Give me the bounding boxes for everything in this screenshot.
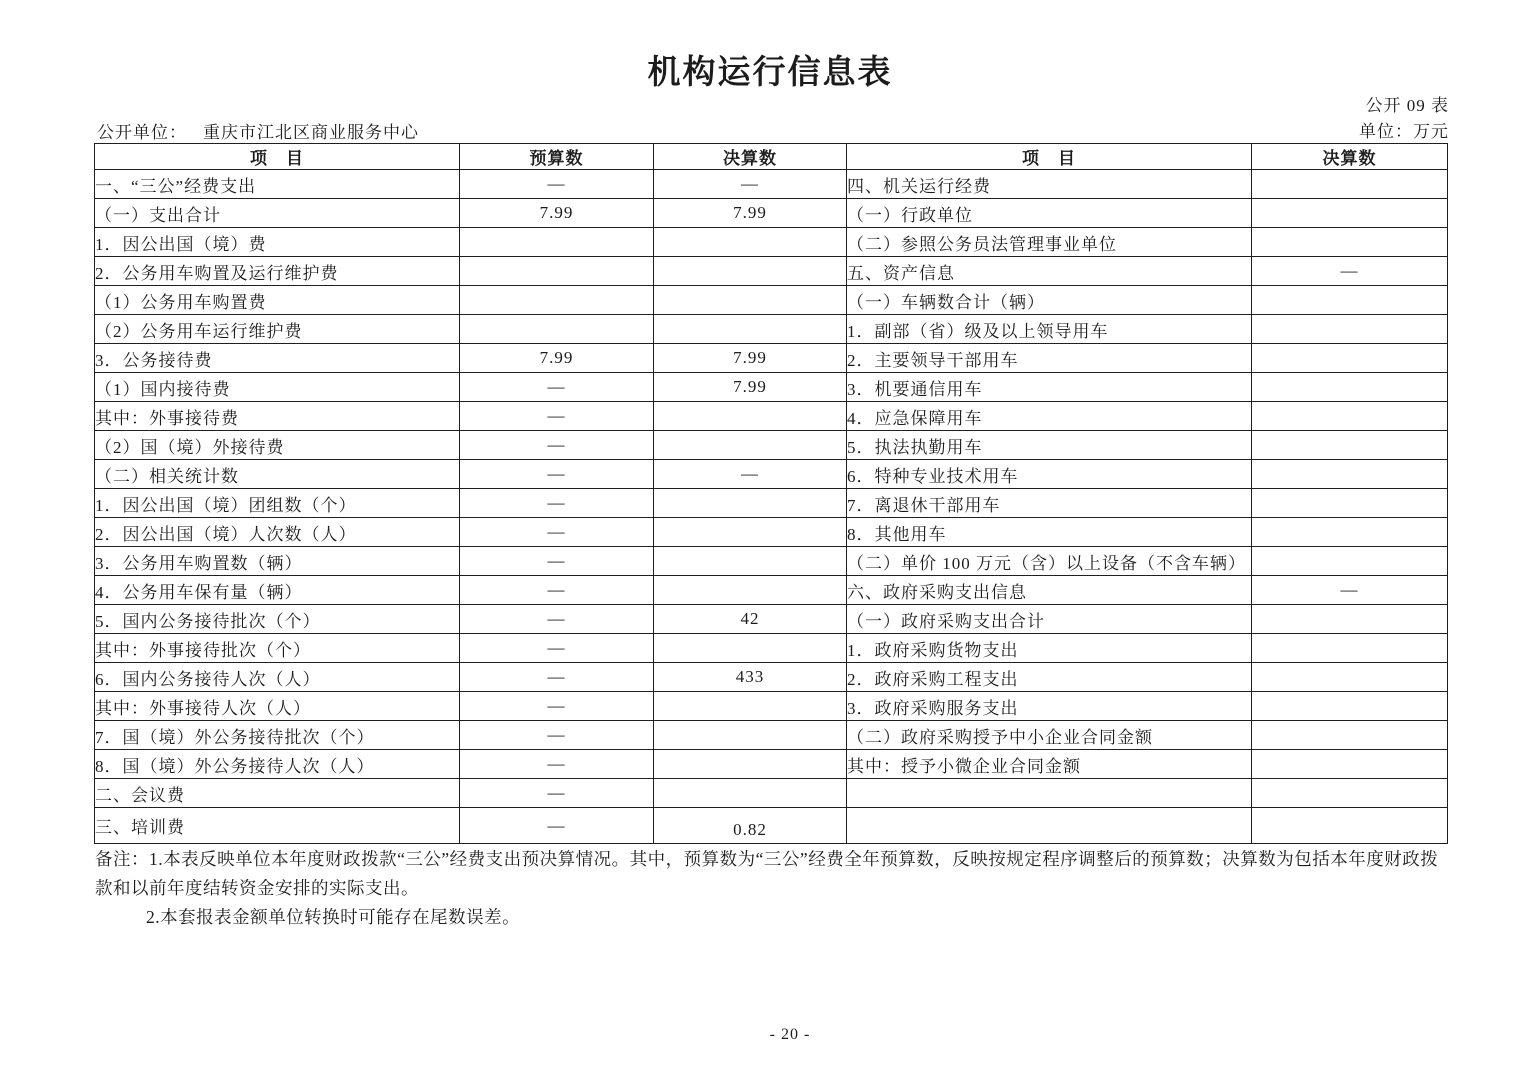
final-cell-right — [1252, 402, 1448, 431]
final-cell-right — [1252, 750, 1448, 779]
final-cell-left — [654, 518, 847, 547]
item-cell-right: 1．政府采购货物支出 — [847, 634, 1252, 663]
budget-cell: — — [460, 489, 654, 518]
item-cell-left: 6．国内公务接待人次（人） — [95, 663, 460, 692]
item-cell-left: 2．公务用车购置及运行维护费 — [95, 257, 460, 286]
final-cell-left — [654, 779, 847, 808]
final-cell-left — [654, 547, 847, 576]
publisher-line — [97, 118, 419, 143]
final-cell-right: — — [1252, 576, 1448, 605]
item-cell-right: 5．执法执勤用车 — [847, 431, 1252, 460]
item-cell-right: 2．主要领导干部用车 — [847, 344, 1252, 373]
final-cell-left: 433 — [654, 663, 847, 692]
item-cell-right: 其中：授予小微企业合同金额 — [847, 750, 1252, 779]
item-cell-left: （二）相关统计数 — [95, 460, 460, 489]
item-cell-right: 五、资产信息 — [847, 257, 1252, 286]
table-row — [95, 344, 1448, 373]
final-cell-right — [1252, 721, 1448, 750]
item-cell-right: 2．政府采购工程支出 — [847, 663, 1252, 692]
item-cell-left: （1）国内接待费 — [95, 373, 460, 402]
item-cell-left: 其中：外事接待费 — [95, 402, 460, 431]
budget-cell: — — [460, 402, 654, 431]
final-cell-right — [1252, 373, 1448, 402]
table-row — [95, 460, 1448, 489]
item-cell-left: 其中：外事接待人次（人） — [95, 692, 460, 721]
publisher-label: 公开单位： — [97, 123, 187, 142]
final-cell-left: — — [654, 460, 847, 489]
item-cell-right: （一）政府采购支出合计 — [847, 605, 1252, 634]
budget-cell: 7.99 — [460, 344, 654, 373]
table-row — [95, 286, 1448, 315]
item-cell-left: 其中：外事接待批次（个） — [95, 634, 460, 663]
table-row — [95, 808, 1448, 844]
publisher-name: 重庆市江北区商业服务中心 — [203, 123, 419, 142]
budget-cell: — — [460, 460, 654, 489]
item-cell-right: 六、政府采购支出信息 — [847, 576, 1252, 605]
money-unit-label: 单位：万元 — [1359, 122, 1449, 141]
item-cell-right: 7．离退休干部用车 — [847, 489, 1252, 518]
final-cell-right — [1252, 170, 1448, 199]
item-cell-right — [847, 808, 1252, 844]
final-cell-right — [1252, 199, 1448, 228]
notes-block — [95, 845, 1455, 932]
item-cell-left: 2．因公出国（境）人次数（人） — [95, 518, 460, 547]
budget-cell: — — [460, 170, 654, 199]
table-row — [95, 402, 1448, 431]
item-cell-left: 1．因公出国（境）费 — [95, 228, 460, 257]
table-row — [95, 257, 1448, 286]
page-number: - 20 - — [769, 1026, 811, 1043]
budget-cell — [460, 286, 654, 315]
final-cell-left — [654, 750, 847, 779]
final-cell-left — [654, 489, 847, 518]
final-cell-left — [654, 634, 847, 663]
table-row — [95, 663, 1448, 692]
budget-cell — [460, 315, 654, 344]
final-cell-left — [654, 402, 847, 431]
item-cell-right: （一）行政单位 — [847, 199, 1252, 228]
final-cell-left — [654, 257, 847, 286]
final-cell-right — [1252, 460, 1448, 489]
table-row — [95, 315, 1448, 344]
final-cell-left — [654, 286, 847, 315]
table-row — [95, 779, 1448, 808]
note-line: 款和以前年度结转资金安排的实际支出。 — [95, 878, 419, 898]
budget-cell: — — [460, 576, 654, 605]
budget-cell: — — [460, 634, 654, 663]
item-cell-right: 3．政府采购服务支出 — [847, 692, 1252, 721]
table-row — [95, 199, 1448, 228]
table-row — [95, 547, 1448, 576]
budget-cell: — — [460, 808, 654, 844]
final-cell-right — [1252, 663, 1448, 692]
item-cell-left: 一、“三公”经费支出 — [95, 170, 460, 199]
budget-cell: — — [460, 721, 654, 750]
item-cell-left: 三、培训费 — [95, 808, 460, 844]
final-cell-left: 42 — [654, 605, 847, 634]
final-cell-left: 0.82 — [654, 808, 847, 844]
item-cell-left: 8．国（境）外公务接待人次（人） — [95, 750, 460, 779]
item-cell-left: 4．公务用车保有量（辆） — [95, 576, 460, 605]
final-cell-left — [654, 721, 847, 750]
item-cell-left: 1．因公出国（境）团组数（个） — [95, 489, 460, 518]
table-row — [95, 170, 1448, 199]
final-cell-right — [1252, 692, 1448, 721]
budget-cell: — — [460, 750, 654, 779]
item-cell-left: 3．公务用车购置数（辆） — [95, 547, 460, 576]
table-row — [95, 692, 1448, 721]
table-row — [95, 750, 1448, 779]
item-cell-right: 4．应急保障用车 — [847, 402, 1252, 431]
final-cell-right — [1252, 315, 1448, 344]
final-cell-left — [654, 315, 847, 344]
table-code: 公开 09 表 — [1365, 96, 1449, 115]
item-cell-right — [847, 779, 1252, 808]
table-row — [95, 721, 1448, 750]
final-cell-left — [654, 431, 847, 460]
header-item-left: 项 目 — [95, 144, 460, 170]
final-cell-left: 7.99 — [654, 373, 847, 402]
item-cell-left: 二、会议费 — [95, 779, 460, 808]
header-item-right: 项 目 — [847, 144, 1252, 170]
item-cell-right: 8．其他用车 — [847, 518, 1252, 547]
final-cell-right: — — [1252, 257, 1448, 286]
item-cell-left: （2）国（境）外接待费 — [95, 431, 460, 460]
item-cell-right: （二）政府采购授予中小企业合同金额 — [847, 721, 1252, 750]
budget-cell: — — [460, 547, 654, 576]
final-cell-right — [1252, 779, 1448, 808]
budget-cell: — — [460, 431, 654, 460]
final-cell-right — [1252, 431, 1448, 460]
final-cell-left — [654, 576, 847, 605]
item-cell-left: （2）公务用车运行维护费 — [95, 315, 460, 344]
final-cell-left: 7.99 — [654, 344, 847, 373]
item-cell-left: （1）公务用车购置费 — [95, 286, 460, 315]
item-cell-left: （一）支出合计 — [95, 199, 460, 228]
item-cell-right: 6．特种专业技术用车 — [847, 460, 1252, 489]
table-row — [95, 373, 1448, 402]
budget-cell: — — [460, 663, 654, 692]
table-header-row — [95, 144, 1448, 170]
table-row — [95, 605, 1448, 634]
table-row — [95, 431, 1448, 460]
final-cell-right — [1252, 605, 1448, 634]
final-cell-left — [654, 692, 847, 721]
final-cell-left: 7.99 — [654, 199, 847, 228]
table-row — [95, 576, 1448, 605]
final-cell-right — [1252, 808, 1448, 844]
table-row — [95, 518, 1448, 547]
item-cell-right: （二）参照公务员法管理事业单位 — [847, 228, 1252, 257]
budget-cell: — — [460, 779, 654, 808]
item-cell-right: 1．副部（省）级及以上领导用车 — [847, 315, 1252, 344]
item-cell-left: 5．国内公务接待批次（个） — [95, 605, 460, 634]
item-cell-right: （二）单价 100 万元（含）以上设备（不含车辆） — [847, 547, 1252, 576]
final-cell-right — [1252, 228, 1448, 257]
budget-cell: — — [460, 373, 654, 402]
final-cell-right — [1252, 489, 1448, 518]
final-cell-right — [1252, 518, 1448, 547]
final-cell-left: — — [654, 170, 847, 199]
header-final-right: 决算数 — [1252, 144, 1448, 170]
note-line: 2.本套报表金额单位转换时可能存在尾数误差。 — [146, 907, 521, 927]
budget-cell: — — [460, 605, 654, 634]
table-row — [95, 489, 1448, 518]
budget-cell: — — [460, 518, 654, 547]
table-row — [95, 228, 1448, 257]
operation-info-table — [94, 143, 1448, 844]
item-cell-right: 3．机要通信用车 — [847, 373, 1252, 402]
final-cell-right — [1252, 286, 1448, 315]
header-budget: 预算数 — [460, 144, 654, 170]
budget-cell — [460, 257, 654, 286]
final-cell-right — [1252, 344, 1448, 373]
final-cell-right — [1252, 547, 1448, 576]
page-title: 机构运行信息表 — [647, 55, 893, 91]
item-cell-right: 四、机关运行经费 — [847, 170, 1252, 199]
final-cell-right — [1252, 634, 1448, 663]
header-final-left: 决算数 — [654, 144, 847, 170]
budget-cell: — — [460, 692, 654, 721]
budget-cell: 7.99 — [460, 199, 654, 228]
final-cell-left — [654, 228, 847, 257]
item-cell-left: 3．公务接待费 — [95, 344, 460, 373]
budget-cell — [460, 228, 654, 257]
table-row — [95, 634, 1448, 663]
note-line: 备注：1.本表反映单位本年度财政拨款“三公”经费支出预决算情况。其中，预算数为“三公”经费全年预算数，反映按规定程序调整后的预算数；决算数为包括本年度财政拨 — [95, 849, 1439, 869]
item-cell-right: （一）车辆数合计（辆） — [847, 286, 1252, 315]
item-cell-left: 7．国（境）外公务接待批次（个） — [95, 721, 460, 750]
